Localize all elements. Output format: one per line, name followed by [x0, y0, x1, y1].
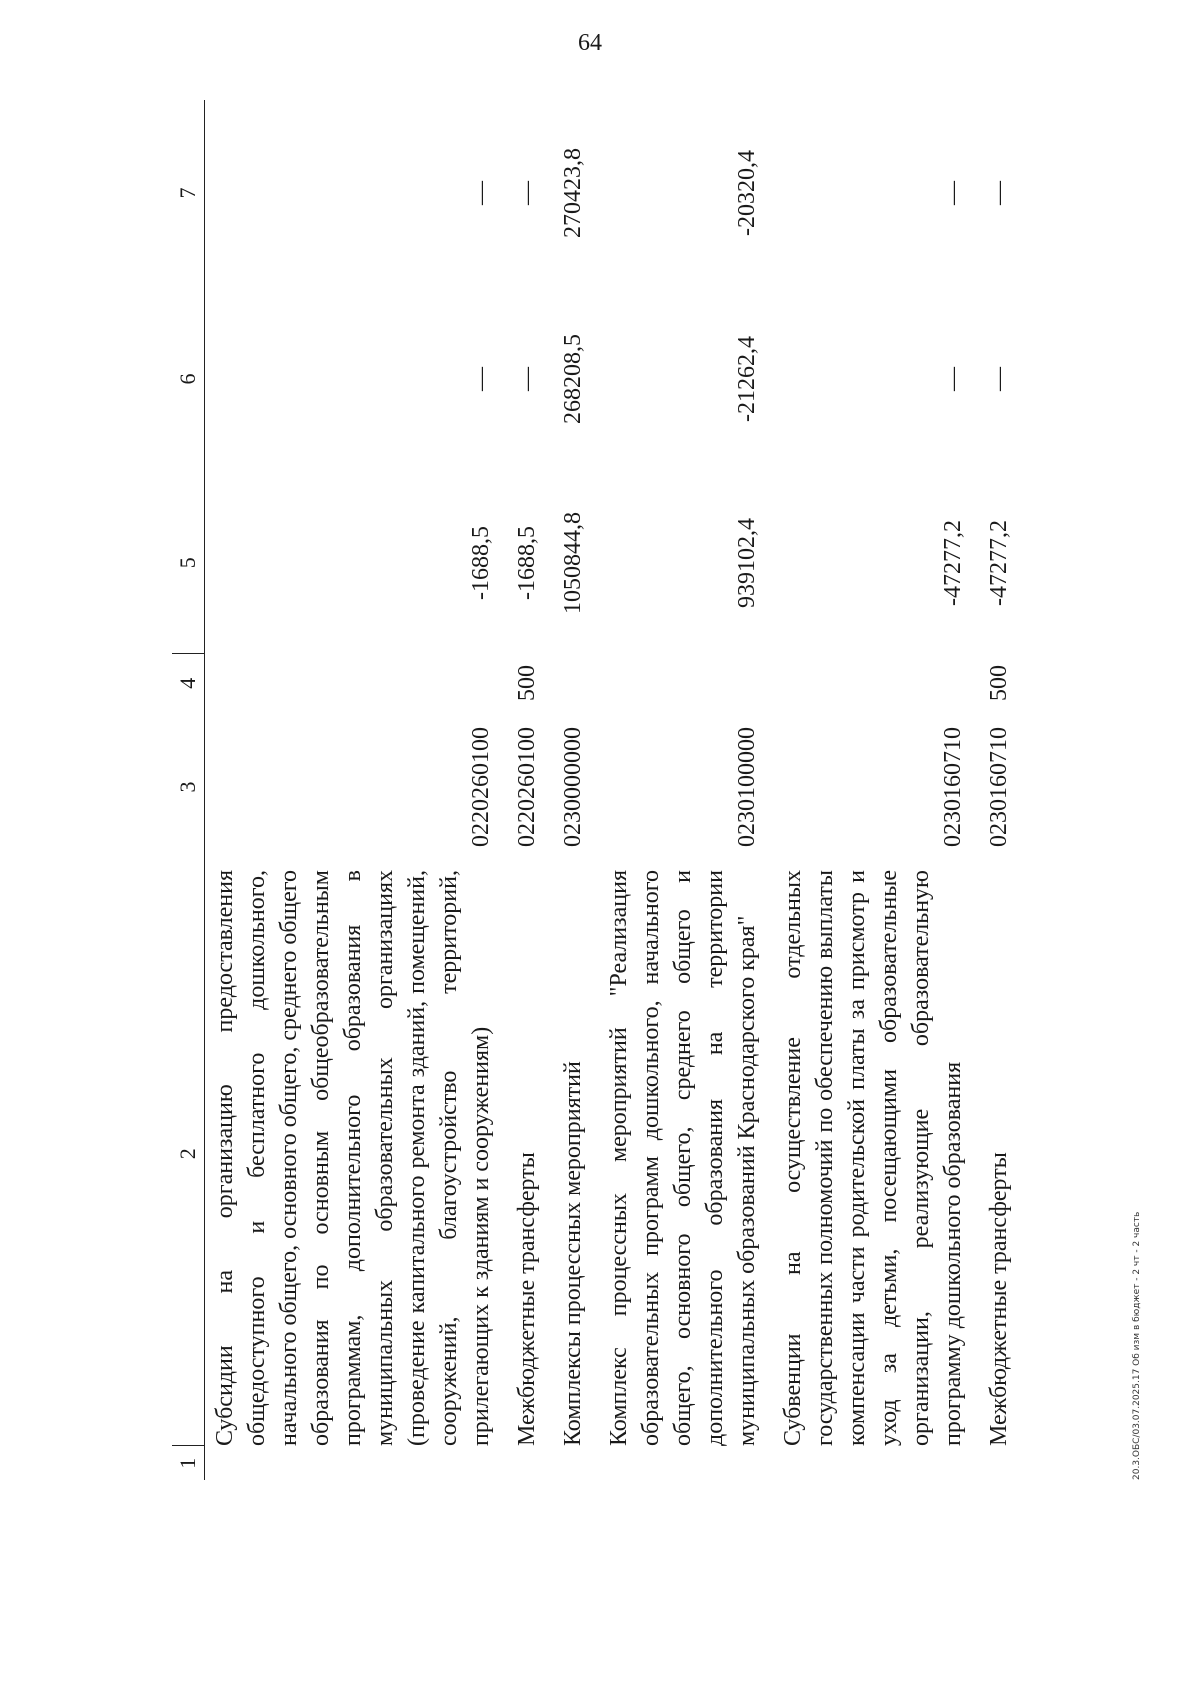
row-value-7: 270423,8 — [560, 148, 586, 238]
row-type: 500 — [986, 665, 1012, 701]
row-value-5: 939102,4 — [734, 518, 760, 608]
table-row — [511, 100, 557, 1480]
row-value-7: — — [468, 181, 494, 205]
row-description: Межбюджетные трансферты — [514, 1152, 540, 1446]
row-value-5: -1688,5 — [468, 526, 494, 600]
table-row — [983, 100, 1029, 1480]
row-value-6: — — [940, 367, 966, 391]
column-number-header — [172, 100, 205, 1480]
column-number-6: 6 — [172, 286, 205, 472]
row-type — [777, 654, 983, 712]
row-code: 0230160710 — [940, 727, 966, 847]
column-number-5: 5 — [172, 472, 205, 654]
column-number-3: 3 — [172, 712, 205, 862]
row-type — [205, 654, 512, 712]
row-type: 500 — [514, 665, 540, 701]
row-number-cell — [557, 1446, 603, 1480]
row-value-6: -21262,4 — [734, 336, 760, 422]
row-value-5: -47277,2 — [940, 520, 966, 606]
column-number-1: 1 — [172, 1446, 205, 1480]
table-row — [603, 100, 777, 1480]
column-number-4: 4 — [172, 654, 205, 712]
row-code: 0230000000 — [560, 727, 586, 847]
row-value-5: -47277,2 — [986, 520, 1012, 606]
row-value-7: — — [514, 181, 540, 205]
table-row — [777, 100, 983, 1480]
row-number-cell — [205, 1446, 512, 1480]
row-description: Комплекс процессных мероприятий "Реализация образовательных программ дошкольного, начального общего, основного общего, среднего общего и дополнительного образования на территории муниципальных образований Краснодарского края" — [606, 870, 760, 1446]
row-type — [557, 654, 603, 712]
row-value-6: — — [986, 367, 1012, 391]
table-row — [557, 100, 603, 1480]
row-number-cell — [777, 1446, 983, 1480]
row-description: Субсидии на организацию предоставления общедоступного и бесплатного дошкольного, начального общего, основного общего, среднего общего образования по основным общеобразовательным программам, дополнительного образования в муниципальных образовательных организациях (проведение капитального ремонта зданий, помещений, сооружений, благоустройство территорий, прилегающих к зданиям и сооружениям) — [212, 870, 494, 1446]
row-description: Субвенции на осуществление отдельных государственных полномочий по обеспечению выплаты компенсации части родительской платы за присмотр и уход за детьми, посещающими образовательные организации, реализующие образовательную программу дошкольного образования — [780, 870, 966, 1446]
row-description: Межбюджетные трансферты — [986, 1152, 1012, 1446]
row-code: 0220260100 — [468, 727, 494, 847]
rotated-table-container — [172, 100, 1052, 1480]
row-code: 0230100000 — [734, 727, 760, 847]
row-number-cell — [603, 1446, 777, 1480]
row-value-6: — — [514, 367, 540, 391]
footer-note: 20.3.ОБС/03.07.2025.17 Об изм в бюджет - 2 чт - 2 часть — [1132, 1211, 1142, 1480]
column-number-7: 7 — [172, 100, 205, 286]
row-code: 0230160710 — [986, 727, 1012, 847]
row-value-5: -1688,5 — [514, 526, 540, 600]
row-description: Комплексы процессных мероприятий — [560, 1061, 586, 1446]
row-type — [603, 654, 777, 712]
row-value-5: 1050844,8 — [560, 512, 586, 614]
budget-table — [172, 100, 1029, 1480]
row-number-cell — [511, 1446, 557, 1480]
row-value-7: — — [986, 181, 1012, 205]
row-code: 0220260100 — [514, 727, 540, 847]
row-number-cell — [983, 1446, 1029, 1480]
row-value-7: -20320,4 — [734, 150, 760, 236]
row-value-6: 268208,5 — [560, 334, 586, 424]
column-number-2: 2 — [172, 862, 205, 1446]
row-value-7: — — [940, 181, 966, 205]
page-number: 64 — [578, 30, 602, 56]
table-row — [205, 100, 512, 1480]
row-value-6: — — [468, 367, 494, 391]
